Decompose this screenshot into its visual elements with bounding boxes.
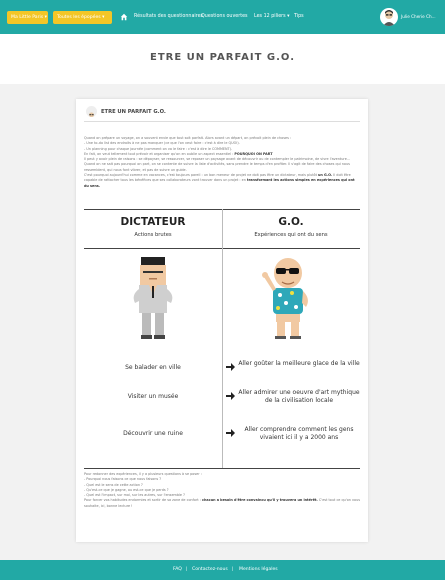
card-title: ETRE UN PARFAIT G.O.	[101, 109, 166, 115]
go-illustration	[256, 255, 316, 341]
arrow-right-icon	[226, 363, 235, 371]
row-3-left: Découvrir une ruine	[123, 430, 183, 437]
user-avatar[interactable]	[380, 8, 398, 26]
row-2-left: Visiter un musée	[127, 393, 179, 400]
row-1-right: Aller goûter la meilleure glace de la ville	[238, 360, 360, 367]
dictateur-header: DICTATEUR	[120, 216, 186, 228]
dictator-illustration	[125, 255, 181, 341]
intro-text: Quand on prépare un voyage, on a souvent envie que tout soit parfait. Alors avant un départ, on prévoit plein de choses : - Une to-do list des endroits à ne pas manquer (ce que l'on veut faire : c'est à dire le QUOI). - Un planning pour chaque journée (comment on va le faire : c'est à dire le COMMENT). En fait, on veut tellement tout prévoir et organiser qu'on en oublie un aspect essentiel : POURQUOI ON PART Il peut y avoir plein de raisons : se dépayser, se ressourcer, se reposer un paysage avant de découvrir ou de contempler le patrimoine, de vivre l'aventure... Quand on ne sait pas pourquoi on part, on se contente de suivre la liste d'activités, sans prendre le temps d'en profiter. Il s'agit de faire des choses qui nous ressemblent, qui nous font vibrer, et pas de suivre un guide. C'est pourquoi aujourd'hui comme en vacances, c'est toujours pareil : un bon meneur de projet ne doit pas être un dictateur, mais plutôt un G.O. Il doit être capable de rattacher tous les bénéfices que ses collaborateurs vont trouver dans un projet : en transformant les actions simples en expériences qui ont du sens.	[84, 136, 355, 188]
nav-link-piliers[interactable]: Les 12 piliers ▾	[254, 14, 290, 19]
outro-text: Pour redonner des expériences, il y a plusieurs questions à se poser : - Pourquoi nous faisons ce que nous faisons ? - Quel est le sens de cette action ? - Qu'est-ce que je gagne, ou est-ce que je perds ? - Quel est l'impact, sur moi, sur les autres, sur l'ensemble ? Pour forcer vos habitudes endormies et sortir de sa zone de confort : chacun a besoin d'être convaincu qu'il y trouvera un intérêt. C'est tout ce qu'on vous souhaite, ici, bonne lecture !	[84, 472, 361, 508]
nav-link-resultats[interactable]: Résultats des questionnaires	[134, 14, 204, 19]
page-title: ETRE UN PARFAIT G.O.	[149, 52, 296, 63]
footer-link-mentions[interactable]: Mentions légales	[239, 567, 278, 572]
row-1-left: Se balader en ville	[125, 364, 181, 371]
footer-link-faq[interactable]: FAQ	[173, 567, 182, 572]
table-bottom-rule	[84, 468, 360, 469]
author-avatar	[86, 106, 97, 117]
nav-link-tips[interactable]: Tips	[294, 14, 304, 19]
arrow-right-icon	[226, 392, 235, 400]
avatar-icon	[380, 8, 398, 26]
dictateur-subheader: Actions brutes	[134, 232, 172, 238]
user-name[interactable]: Julie Cherie Ch...	[401, 14, 436, 19]
epopees-menu-button[interactable]: Toutes les épopées ▾	[53, 11, 112, 24]
footer-link-contact[interactable]: Contactez-nous	[192, 567, 228, 572]
home-icon[interactable]	[120, 13, 128, 21]
go-subheader: Expériences qui ont du sens	[254, 232, 328, 238]
ma-little-paris-menu-button[interactable]: Ma Little Paris ▾	[7, 11, 48, 24]
row-3-right: Aller comprendre comment les gens vivaient ici il y a 2000 ans	[244, 426, 354, 441]
nav-link-questions[interactable]: Questions ouvertes	[201, 14, 248, 19]
go-header: G.O.	[278, 216, 304, 228]
table-divider	[222, 209, 223, 468]
footer-separator: |	[232, 567, 234, 572]
arrow-right-icon	[226, 429, 235, 437]
footer-separator: |	[186, 567, 188, 572]
row-2-right: Aller admirer une oeuvre d'art mythique de la civilisation locale	[238, 389, 360, 404]
